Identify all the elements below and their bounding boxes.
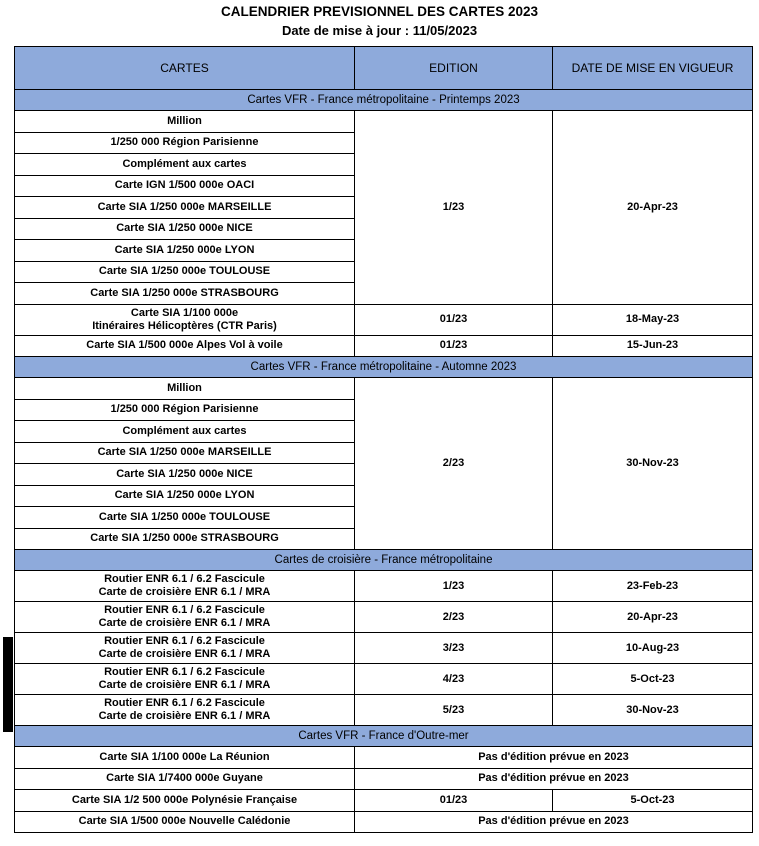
carte-cell: Carte SIA 1/250 000e TOULOUSE bbox=[15, 507, 355, 529]
calendar-table bbox=[14, 46, 753, 833]
table-row bbox=[15, 811, 753, 833]
edition-cell: 01/23 bbox=[355, 335, 553, 357]
carte-cell: 1/250 000 Région Parisienne bbox=[15, 399, 355, 421]
table-row bbox=[15, 695, 753, 726]
carte-cell: Million bbox=[15, 111, 355, 133]
carte-line: Carte SIA 1/100 000e bbox=[130, 306, 239, 319]
column-header-cartes: CARTES bbox=[15, 47, 355, 90]
table-row bbox=[15, 602, 753, 633]
table-row bbox=[15, 571, 753, 602]
table-row bbox=[15, 664, 753, 695]
edition-cell: 01/23 bbox=[355, 304, 553, 335]
edition-cell: 4/23 bbox=[355, 664, 553, 695]
carte-cell: Carte SIA 1/250 000e TOULOUSE bbox=[15, 261, 355, 283]
carte-cell bbox=[15, 633, 355, 664]
edition-cell: 2/23 bbox=[355, 602, 553, 633]
section-title: Cartes VFR - France d'Outre-mer bbox=[15, 726, 753, 747]
table-row bbox=[15, 335, 753, 357]
table-row bbox=[15, 378, 753, 400]
carte-cell: Carte SIA 1/250 000e MARSEILLE bbox=[15, 197, 355, 219]
date-cell: 10-Aug-23 bbox=[553, 633, 753, 664]
edition-cell: 3/23 bbox=[355, 633, 553, 664]
carte-line: Carte de croisière ENR 6.1 / MRA bbox=[98, 586, 271, 598]
date-cell: 30-Nov-23 bbox=[553, 695, 753, 726]
carte-cell: Carte SIA 1/2 500 000e Polynésie Française bbox=[15, 790, 355, 812]
edition-cell: 1/23 bbox=[355, 571, 553, 602]
edition-cell: 1/23 bbox=[355, 111, 553, 305]
date-cell: 5-Oct-23 bbox=[553, 790, 753, 812]
document-header bbox=[0, 2, 759, 40]
note-cell: Pas d'édition prévue en 2023 bbox=[355, 768, 753, 790]
section-title: Cartes VFR - France métropolitaine - Printemps 2023 bbox=[15, 90, 753, 111]
carte-line: Carte de croisière ENR 6.1 / MRA bbox=[98, 648, 271, 660]
edition-cell: 01/23 bbox=[355, 790, 553, 812]
date-cell: 20-Apr-23 bbox=[553, 602, 753, 633]
section-row bbox=[15, 726, 753, 747]
note-cell: Pas d'édition prévue en 2023 bbox=[355, 811, 753, 833]
date-cell: 15-Jun-23 bbox=[553, 335, 753, 357]
table-row bbox=[15, 747, 753, 769]
carte-cell: Carte SIA 1/500 000e Nouvelle Calédonie bbox=[15, 811, 355, 833]
carte-cell: Carte SIA 1/250 000e LYON bbox=[15, 240, 355, 262]
date-cell: 20-Apr-23 bbox=[553, 111, 753, 305]
carte-cell: Carte SIA 1/250 000e STRASBOURG bbox=[15, 528, 355, 550]
carte-line: Routier ENR 6.1 / 6.2 Fascicule bbox=[104, 635, 265, 647]
section-row bbox=[15, 550, 753, 571]
carte-cell: Carte SIA 1/250 000e NICE bbox=[15, 218, 355, 240]
carte-line: Itinéraires Hélicoptères (CTR Paris) bbox=[92, 319, 277, 332]
section-row bbox=[15, 357, 753, 378]
section-row bbox=[15, 90, 753, 111]
carte-line: Routier ENR 6.1 / 6.2 Fascicule bbox=[104, 666, 265, 678]
carte-cell bbox=[15, 571, 355, 602]
carte-cell bbox=[15, 602, 355, 633]
edition-cell: 2/23 bbox=[355, 378, 553, 550]
header-row bbox=[15, 47, 753, 90]
carte-line: Routier ENR 6.1 / 6.2 Fascicule bbox=[104, 697, 265, 709]
carte-cell: Carte SIA 1/250 000e NICE bbox=[15, 464, 355, 486]
carte-cell bbox=[15, 695, 355, 726]
carte-cell: 1/250 000 Région Parisienne bbox=[15, 132, 355, 154]
carte-cell: Carte SIA 1/250 000e MARSEILLE bbox=[15, 442, 355, 464]
table-row bbox=[15, 304, 753, 335]
section-title: Cartes de croisière - France métropolitaine bbox=[15, 550, 753, 571]
column-header-date: DATE DE MISE EN VIGUEUR bbox=[553, 47, 753, 90]
carte-line: Routier ENR 6.1 / 6.2 Fascicule bbox=[104, 604, 265, 616]
carte-cell: Carte SIA 1/100 000e La Réunion bbox=[15, 747, 355, 769]
carte-cell: Carte SIA 1/250 000e STRASBOURG bbox=[15, 283, 355, 305]
carte-cell: Carte IGN 1/500 000e OACI bbox=[15, 175, 355, 197]
carte-cell bbox=[15, 304, 355, 335]
margin-bar bbox=[3, 637, 13, 732]
carte-cell bbox=[15, 664, 355, 695]
carte-cell: Complément aux cartes bbox=[15, 421, 355, 443]
edition-cell: 5/23 bbox=[355, 695, 553, 726]
table-row bbox=[15, 633, 753, 664]
column-header-edition: EDITION bbox=[355, 47, 553, 90]
update-date: Date de mise à jour : 11/05/2023 bbox=[281, 23, 478, 38]
table-row bbox=[15, 790, 753, 812]
date-cell: 23-Feb-23 bbox=[553, 571, 753, 602]
table-row bbox=[15, 768, 753, 790]
table-row bbox=[15, 111, 753, 133]
carte-cell: Carte SIA 1/250 000e LYON bbox=[15, 485, 355, 507]
carte-cell: Carte SIA 1/7400 000e Guyane bbox=[15, 768, 355, 790]
date-cell: 30-Nov-23 bbox=[553, 378, 753, 550]
date-cell: 18-May-23 bbox=[553, 304, 753, 335]
note-cell: Pas d'édition prévue en 2023 bbox=[355, 747, 753, 769]
carte-cell: Million bbox=[15, 378, 355, 400]
carte-line: Carte de croisière ENR 6.1 / MRA bbox=[98, 617, 271, 629]
carte-cell: Complément aux cartes bbox=[15, 154, 355, 176]
carte-line: Carte de croisière ENR 6.1 / MRA bbox=[98, 679, 271, 691]
carte-line: Routier ENR 6.1 / 6.2 Fascicule bbox=[104, 573, 265, 585]
carte-cell: Carte SIA 1/500 000e Alpes Vol à voile bbox=[15, 335, 355, 357]
carte-line: Carte de croisière ENR 6.1 / MRA bbox=[98, 710, 271, 722]
document-title: CALENDRIER PREVISIONNEL DES CARTES 2023 bbox=[220, 4, 539, 19]
date-cell: 5-Oct-23 bbox=[553, 664, 753, 695]
section-title: Cartes VFR - France métropolitaine - Automne 2023 bbox=[15, 357, 753, 378]
